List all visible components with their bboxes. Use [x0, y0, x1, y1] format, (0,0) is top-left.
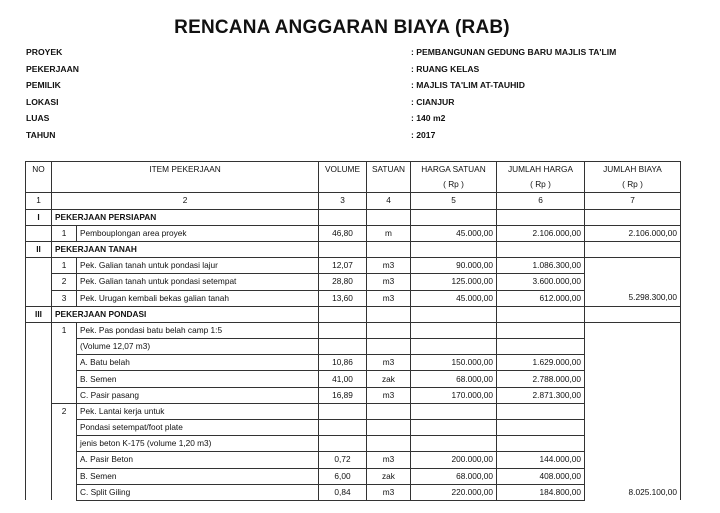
header-satuan: SATUAN	[367, 162, 411, 178]
item-harga-satuan	[411, 420, 497, 436]
item-jumlah-harga: 184.800,00	[497, 484, 585, 500]
item-harga-satuan: 200.000,00	[411, 452, 497, 468]
section-number: III	[26, 306, 52, 322]
header-volume: VOLUME	[319, 162, 367, 178]
empty-cell	[319, 306, 367, 322]
item-satuan	[367, 339, 411, 355]
item-volume: 13,60	[319, 290, 367, 306]
no-cell	[26, 322, 52, 338]
empty-cell	[585, 241, 681, 257]
col-number: 1	[26, 193, 52, 209]
section-number: I	[26, 209, 52, 225]
item-number: 1	[52, 225, 77, 241]
empty-cell	[367, 241, 411, 257]
section-row	[26, 306, 681, 322]
item-number	[52, 420, 77, 436]
item-jumlah-biaya	[585, 371, 681, 387]
info-label: LUAS	[26, 113, 50, 123]
info-value: : CIANJUR	[411, 96, 455, 107]
document-title: RENCANA ANGGARAN BIAYA (RAB)	[174, 17, 510, 38]
section-row	[26, 209, 681, 225]
item-number: 2	[52, 274, 77, 290]
item-number: 1	[52, 322, 77, 338]
item-jumlah-harga: 144.000,00	[497, 452, 585, 468]
header-rp: ( Rp )	[411, 177, 497, 193]
item-satuan: m3	[367, 387, 411, 403]
item-description: Pek. Pas pondasi batu belah camp 1:5	[77, 322, 319, 338]
header-item: ITEM PEKERJAAN	[52, 162, 319, 178]
section-title: PEKERJAAN PONDASI	[52, 306, 319, 322]
item-satuan: m	[367, 225, 411, 241]
item-volume: 0,72	[319, 452, 367, 468]
item-volume: 0,84	[319, 484, 367, 500]
info-value: : 140 m2	[411, 113, 446, 123]
item-description: B. Semen	[77, 468, 319, 484]
item-harga-satuan: 220.000,00	[411, 484, 497, 500]
item-number	[52, 468, 77, 484]
header-harga-satuan: HARGA SATUAN	[411, 162, 497, 178]
item-row	[26, 468, 681, 484]
item-description: Pek. Galian tanah untuk pondasi lajur	[77, 258, 319, 274]
item-jumlah-biaya	[585, 468, 681, 484]
item-description: A. Pasir Beton	[77, 452, 319, 468]
item-volume	[319, 436, 367, 452]
col-number: 4	[367, 193, 411, 209]
item-volume	[319, 420, 367, 436]
no-cell	[26, 420, 52, 436]
empty-cell	[497, 241, 585, 257]
item-row	[26, 371, 681, 387]
empty-cell	[367, 209, 411, 225]
item-satuan	[367, 322, 411, 338]
item-description: B. Semen	[77, 371, 319, 387]
no-cell	[26, 274, 52, 290]
no-cell	[26, 355, 52, 371]
info-value: : PEMBANGUNAN GEDUNG BARU MAJLIS TA'LIM	[411, 47, 617, 57]
item-description: C. Split Giling	[77, 484, 319, 500]
item-jumlah-harga	[497, 339, 585, 355]
item-satuan	[367, 403, 411, 419]
item-description: jenis beton K-175 (volume 1,20 m3)	[77, 436, 319, 452]
item-harga-satuan	[411, 322, 497, 338]
header-row	[26, 162, 681, 178]
no-cell	[26, 339, 52, 355]
item-harga-satuan	[411, 403, 497, 419]
item-jumlah-harga	[497, 322, 585, 338]
item-harga-satuan: 125.000,00	[411, 274, 497, 290]
item-harga-satuan: 45.000,00	[411, 225, 497, 241]
section-title: PEKERJAAN TANAH	[52, 241, 319, 257]
info-row	[26, 47, 706, 64]
item-volume: 28,80	[319, 274, 367, 290]
item-number	[52, 355, 77, 371]
col-number: 6	[497, 193, 585, 209]
item-satuan	[367, 420, 411, 436]
item-jumlah-harga: 3.600.000,00	[497, 274, 585, 290]
item-jumlah-biaya	[585, 403, 681, 419]
item-harga-satuan	[411, 339, 497, 355]
item-row	[26, 355, 681, 371]
item-harga-satuan: 150.000,00	[411, 355, 497, 371]
item-harga-satuan: 45.000,00	[411, 290, 497, 306]
item-volume	[319, 403, 367, 419]
item-satuan: m3	[367, 290, 411, 306]
item-jumlah-biaya	[585, 387, 681, 403]
item-volume: 6,00	[319, 468, 367, 484]
item-jumlah-harga: 2.106.000,00	[497, 225, 585, 241]
item-volume	[319, 322, 367, 338]
no-cell	[26, 290, 52, 306]
item-satuan: m3	[367, 355, 411, 371]
item-satuan	[367, 436, 411, 452]
item-jumlah-biaya: 2.106.000,00	[585, 225, 681, 241]
item-satuan: m3	[367, 274, 411, 290]
item-satuan: zak	[367, 468, 411, 484]
header-unit-row	[26, 177, 681, 193]
item-number: 2	[52, 403, 77, 419]
item-description: A. Batu belah	[77, 355, 319, 371]
item-number	[52, 452, 77, 468]
item-jumlah-biaya: 8.025.100,00	[585, 484, 681, 500]
project-info	[26, 47, 706, 146]
item-number	[52, 339, 77, 355]
item-volume: 10,86	[319, 355, 367, 371]
no-cell	[26, 468, 52, 484]
empty-cell	[411, 241, 497, 257]
empty-cell	[411, 209, 497, 225]
item-jumlah-harga	[497, 403, 585, 419]
item-jumlah-harga: 612.000,00	[497, 290, 585, 306]
item-harga-satuan: 68.000,00	[411, 468, 497, 484]
item-description: Pek. Galian tanah untuk pondasi setempat	[77, 274, 319, 290]
item-jumlah-harga: 2.871.300,00	[497, 387, 585, 403]
item-number	[52, 371, 77, 387]
no-cell	[26, 371, 52, 387]
empty-cell	[411, 306, 497, 322]
item-row	[26, 387, 681, 403]
item-row	[26, 436, 681, 452]
item-description: Pek. Lantai kerja untuk	[77, 403, 319, 419]
item-description: Pondasi setempat/foot plate	[77, 420, 319, 436]
section-row	[26, 241, 681, 257]
item-jumlah-harga: 408.000,00	[497, 468, 585, 484]
item-satuan: zak	[367, 371, 411, 387]
empty-cell	[319, 241, 367, 257]
section-title: PEKERJAAN PERSIAPAN	[52, 209, 319, 225]
item-volume	[319, 339, 367, 355]
item-harga-satuan: 170.000,00	[411, 387, 497, 403]
item-number	[52, 387, 77, 403]
item-jumlah-harga: 1.629.000,00	[497, 355, 585, 371]
info-label: TAHUN	[26, 129, 56, 140]
item-jumlah-biaya	[585, 355, 681, 371]
item-jumlah-biaya	[585, 452, 681, 468]
item-satuan: m3	[367, 452, 411, 468]
item-jumlah-biaya: 5.298.300,00	[585, 290, 681, 306]
item-jumlah-harga: 2.788.000,00	[497, 371, 585, 387]
item-jumlah-biaya	[585, 339, 681, 355]
info-row	[26, 130, 706, 147]
info-label: PEMILIK	[26, 80, 61, 90]
no-cell	[26, 225, 52, 241]
item-row	[26, 225, 681, 241]
no-cell	[26, 484, 52, 500]
item-volume: 16,89	[319, 387, 367, 403]
item-harga-satuan: 90.000,00	[411, 258, 497, 274]
header-jumlah-biaya: JUMLAH BIAYA	[585, 162, 681, 178]
item-jumlah-biaya	[585, 258, 681, 274]
item-number: 3	[52, 290, 77, 306]
header-rp: ( Rp )	[585, 177, 681, 193]
info-label: LOKASI	[26, 96, 59, 107]
item-jumlah-biaya	[585, 420, 681, 436]
info-value: : 2017	[411, 129, 436, 140]
item-description: Pek. Urugan kembali bekas galian tanah	[77, 290, 319, 306]
empty-cell	[585, 306, 681, 322]
item-number	[52, 484, 77, 500]
item-description: (Volume 12,07 m3)	[77, 339, 319, 355]
item-row	[26, 339, 681, 355]
item-row	[26, 258, 681, 274]
no-cell	[26, 452, 52, 468]
item-jumlah-harga: 1.086.300,00	[497, 258, 585, 274]
item-description: Pembouplongan area proyek	[77, 225, 319, 241]
no-cell	[26, 387, 52, 403]
col-number: 7	[585, 193, 681, 209]
item-number: 1	[52, 258, 77, 274]
section-number: II	[26, 241, 52, 257]
empty-cell	[319, 209, 367, 225]
item-number	[52, 436, 77, 452]
no-cell	[26, 258, 52, 274]
no-cell	[26, 403, 52, 419]
empty-cell	[585, 209, 681, 225]
item-harga-satuan	[411, 436, 497, 452]
item-row	[26, 452, 681, 468]
info-row	[26, 64, 706, 81]
item-jumlah-biaya	[585, 274, 681, 290]
empty-cell	[367, 306, 411, 322]
item-jumlah-biaya	[585, 322, 681, 338]
info-row	[26, 80, 706, 97]
no-cell	[26, 436, 52, 452]
info-value: : RUANG KELAS	[411, 63, 480, 74]
item-row	[26, 274, 681, 290]
item-row	[26, 484, 681, 500]
info-row	[26, 113, 706, 130]
info-label: PEKERJAAN	[26, 63, 80, 74]
item-satuan: m3	[367, 484, 411, 500]
item-row	[26, 290, 681, 306]
item-volume: 12,07	[319, 258, 367, 274]
item-row	[26, 403, 681, 419]
item-jumlah-biaya	[585, 436, 681, 452]
item-description: C. Pasir pasang	[77, 387, 319, 403]
empty-cell	[497, 306, 585, 322]
info-value: : MAJLIS TA'LIM AT-TAUHID	[411, 80, 525, 90]
col-number: 5	[411, 193, 497, 209]
item-jumlah-harga	[497, 420, 585, 436]
item-volume: 46,80	[319, 225, 367, 241]
rab-table	[25, 161, 681, 501]
item-row	[26, 420, 681, 436]
header-no: NO	[26, 162, 52, 178]
empty-cell	[497, 209, 585, 225]
item-harga-satuan: 68.000,00	[411, 371, 497, 387]
item-jumlah-harga	[497, 436, 585, 452]
info-label: PROYEK	[26, 47, 63, 57]
item-row	[26, 322, 681, 338]
item-volume: 41,00	[319, 371, 367, 387]
col-number: 2	[52, 193, 319, 209]
header-jumlah-harga: JUMLAH HARGA	[497, 162, 585, 178]
item-satuan: m3	[367, 258, 411, 274]
info-row	[26, 97, 706, 114]
col-number: 3	[319, 193, 367, 209]
header-rp: ( Rp )	[497, 177, 585, 193]
column-number-row	[26, 193, 681, 209]
